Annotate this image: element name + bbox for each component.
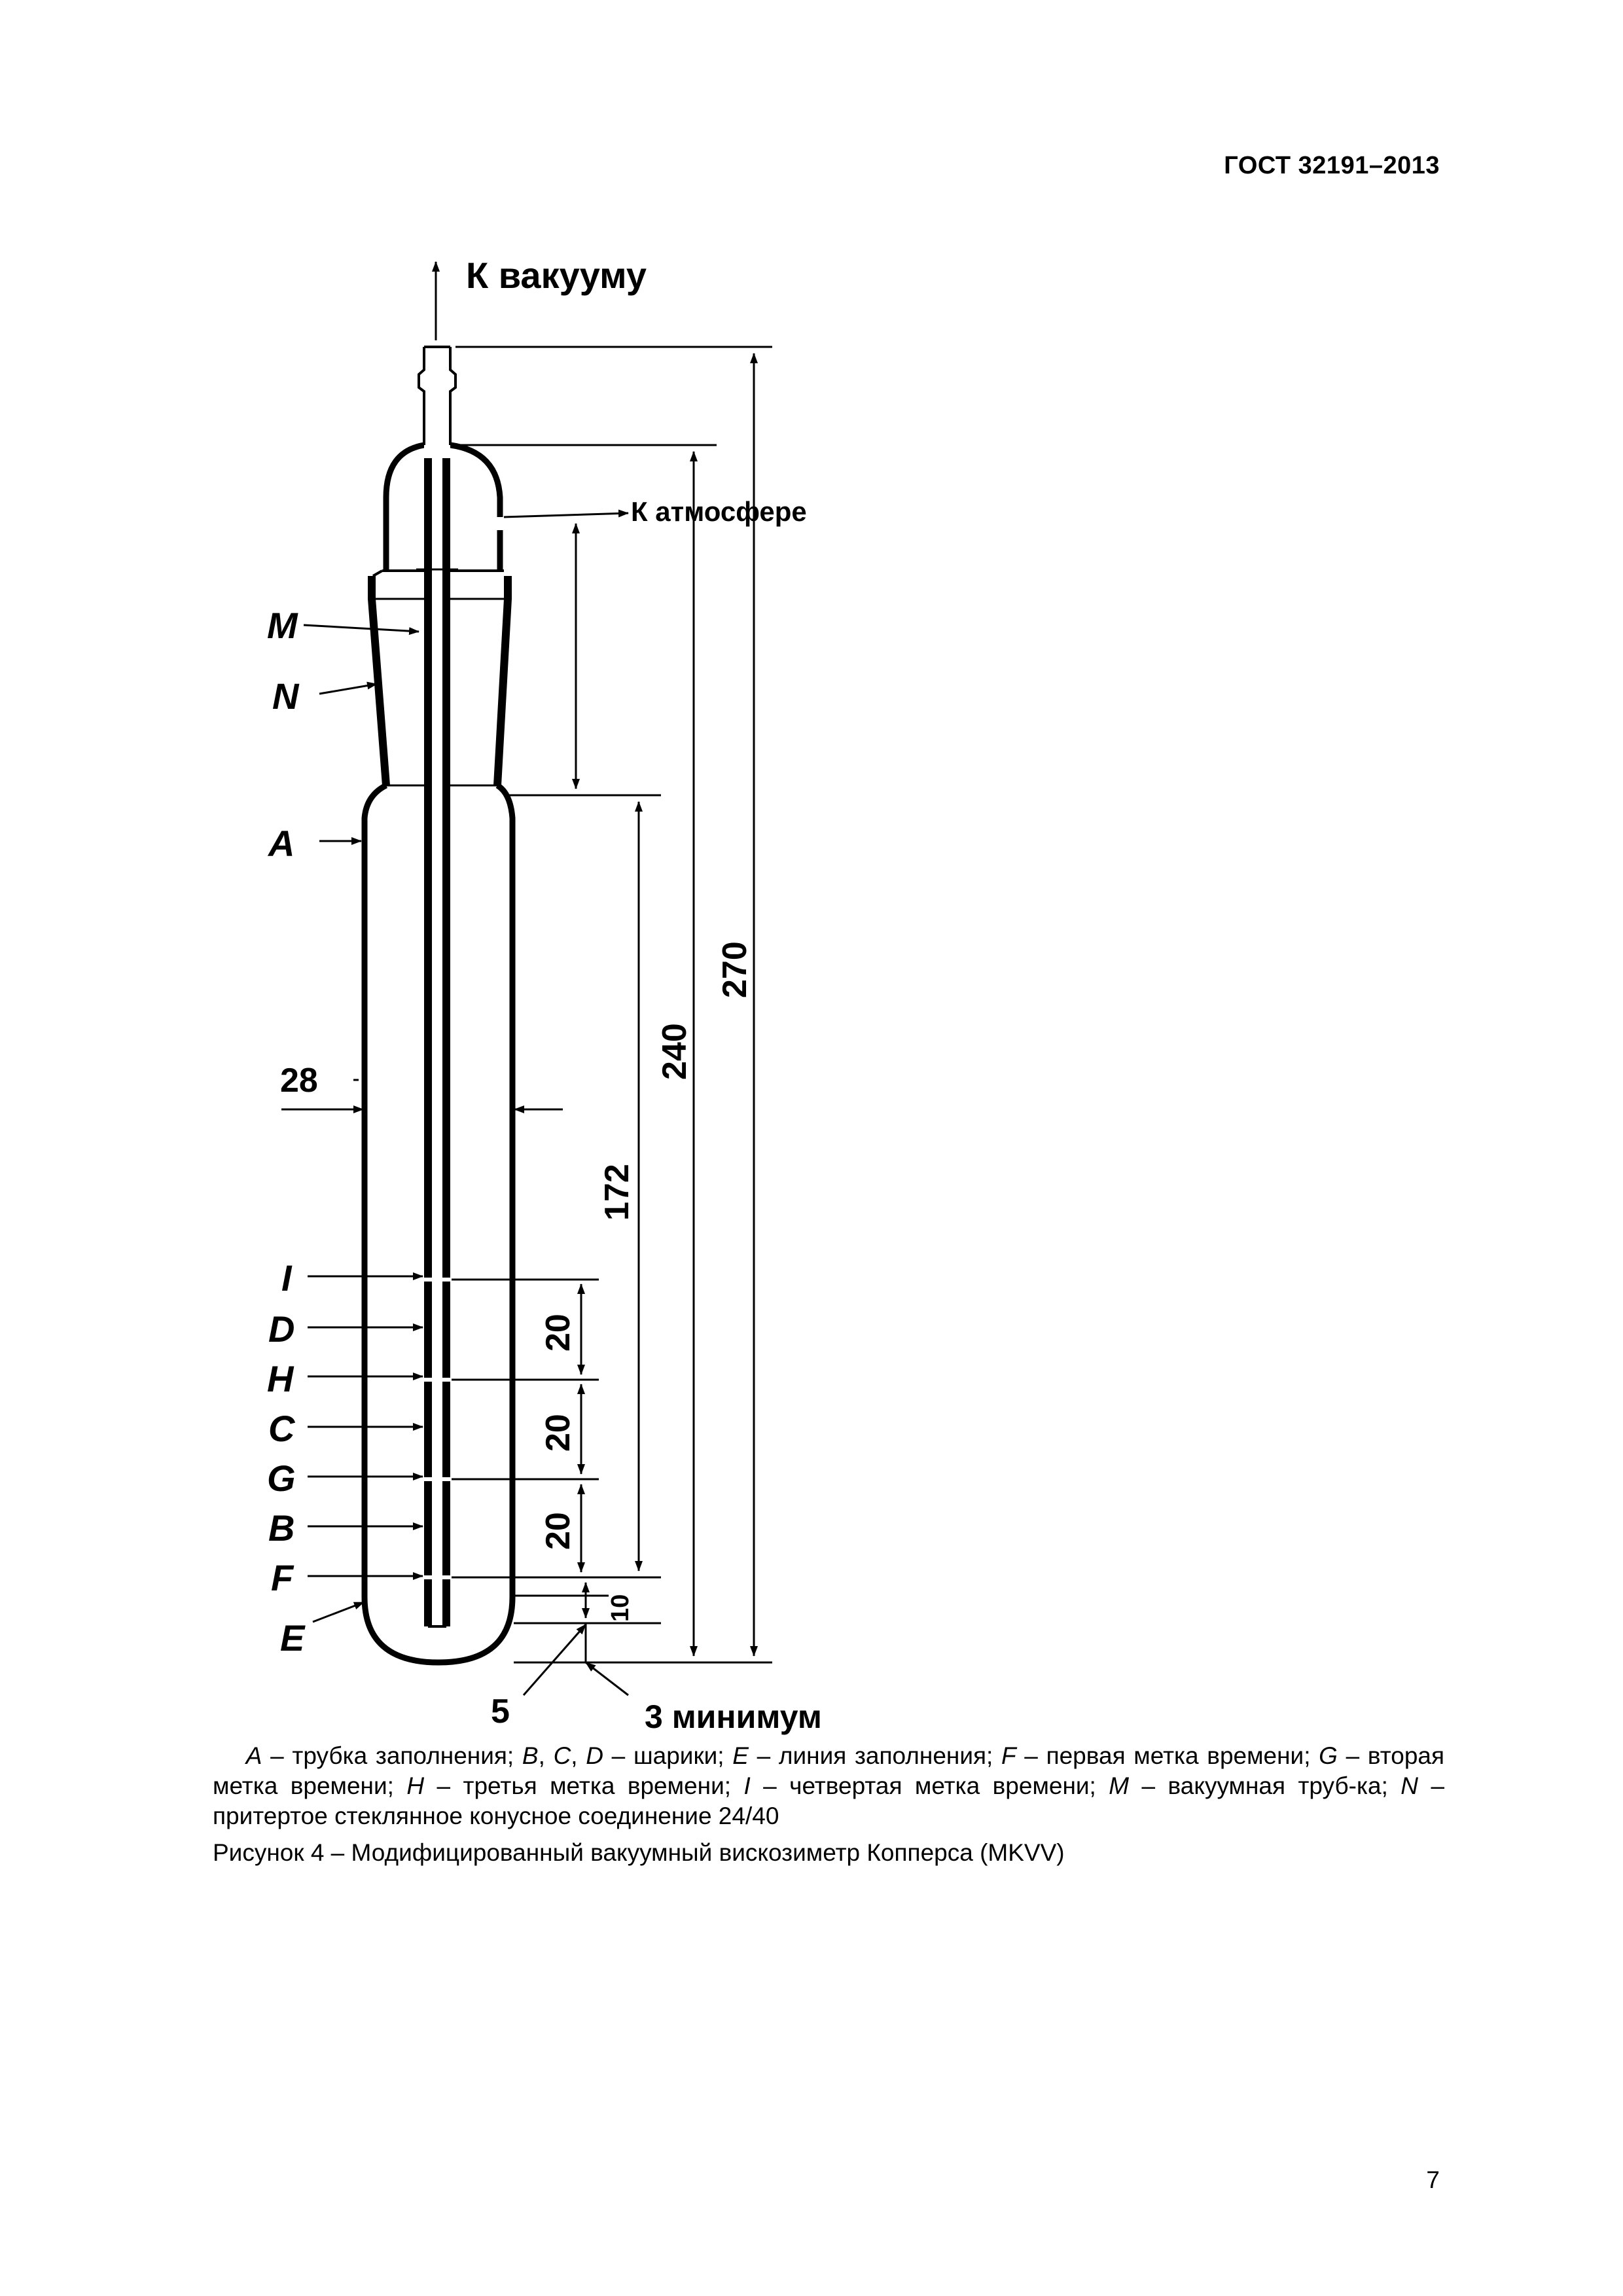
dimension-20-bottom: 20 bbox=[539, 1512, 577, 1550]
part-labels bbox=[267, 605, 306, 1659]
legend-key-h: H bbox=[406, 1772, 425, 1799]
dimension-28: 28 bbox=[280, 1062, 318, 1100]
legend-key-c: C bbox=[553, 1742, 571, 1769]
label-b: B bbox=[268, 1507, 295, 1549]
legend-text-a: – трубка заполнения; bbox=[262, 1742, 522, 1769]
dimension-20-top: 20 bbox=[539, 1314, 577, 1352]
dimension-3-min: 3 минимум bbox=[645, 1698, 822, 1735]
legend-text-i: – четвертая метка времени; bbox=[750, 1772, 1109, 1799]
dimension-5: 5 bbox=[491, 1693, 510, 1731]
figure-legend bbox=[213, 1741, 1444, 1831]
figure-caption: Рисунок 4 – Модифицированный вакуумный вискозиметр Копперса (MKVV) bbox=[213, 1839, 1065, 1866]
legend-key-g: G bbox=[1319, 1742, 1338, 1769]
label-h: H bbox=[267, 1358, 294, 1399]
dimension-270: 270 bbox=[716, 941, 754, 998]
dimension-10: 10 bbox=[607, 1594, 634, 1622]
atmosphere-arrow bbox=[504, 513, 628, 517]
legend-text-e: – линия заполнения; bbox=[748, 1742, 1002, 1769]
standard-number: ГОСТ 32191–2013 bbox=[1224, 152, 1440, 179]
vertical-dimensions bbox=[524, 353, 754, 1695]
legend-key-m: M bbox=[1109, 1772, 1130, 1799]
legend-sep-1: , bbox=[538, 1742, 554, 1769]
label-n: N bbox=[272, 675, 299, 717]
label-m: M bbox=[267, 605, 298, 646]
legend-text-g: – вторая метка времени; bbox=[213, 1742, 1445, 1799]
legend-text-n: – притертое стеклянное конусное соединение 24/40 bbox=[213, 1772, 1445, 1829]
label-f: F bbox=[271, 1557, 294, 1598]
legend-text-m: – вакуумная труб-ка; bbox=[1129, 1772, 1401, 1799]
legend-key-b: B bbox=[522, 1742, 539, 1769]
label-c: C bbox=[268, 1408, 295, 1449]
legend-text-f: – первая метка времени; bbox=[1016, 1742, 1319, 1769]
legend-text-h: – третья метка времени; bbox=[424, 1772, 744, 1799]
legend-key-n: N bbox=[1400, 1772, 1419, 1799]
legend-key-e: E bbox=[732, 1742, 749, 1769]
legend-sep-2: , bbox=[571, 1742, 586, 1769]
label-a: A bbox=[268, 823, 295, 864]
page-number: 7 bbox=[1426, 2166, 1440, 2193]
legend-key-d: D bbox=[586, 1742, 603, 1769]
legend-key-i: I bbox=[743, 1772, 751, 1799]
label-g: G bbox=[267, 1458, 296, 1499]
vacuum-label: К вакууму bbox=[466, 255, 647, 296]
dimension-20-middle: 20 bbox=[539, 1414, 577, 1452]
atmosphere-label: К атмосфере bbox=[631, 496, 807, 527]
label-i: I bbox=[281, 1257, 292, 1299]
label-d: D bbox=[268, 1308, 295, 1350]
legend-key-f: F bbox=[1001, 1742, 1016, 1769]
inner-vacuum-tube bbox=[416, 445, 458, 1626]
vacuum-connector bbox=[419, 347, 455, 445]
legend-text-bcd: – шарики; bbox=[603, 1742, 733, 1769]
legend-key-a: A bbox=[245, 1742, 262, 1769]
dimension-172: 172 bbox=[598, 1164, 636, 1221]
label-e: E bbox=[280, 1617, 305, 1659]
dimension-240: 240 bbox=[656, 1023, 694, 1080]
